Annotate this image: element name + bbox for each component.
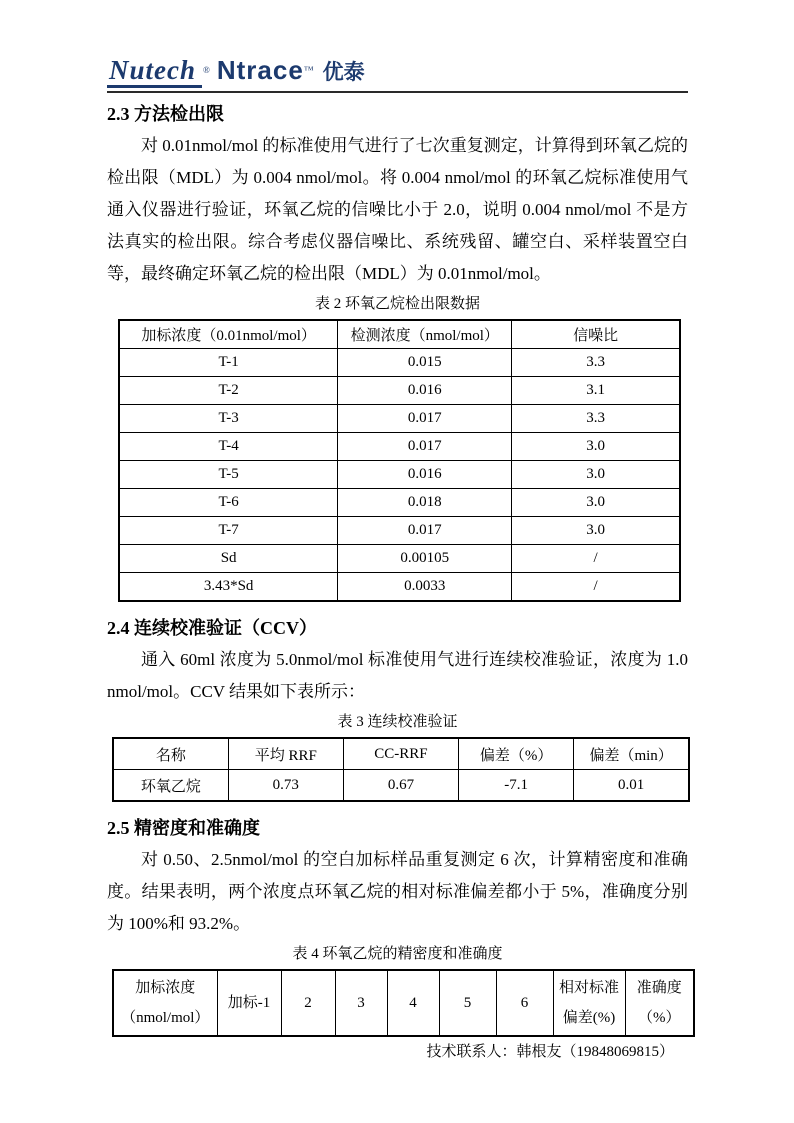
table-header-cell: 准确度 （%） (625, 970, 694, 1036)
table-row (119, 489, 680, 517)
table-cell: T-2 (119, 377, 338, 405)
table-cell: / (512, 545, 680, 573)
section-2-3-heading: 2.3 方法检出限 (107, 104, 224, 124)
table-cell: 0.015 (338, 349, 512, 377)
table-header-cell: 偏差（min） (574, 738, 689, 770)
table-row (119, 545, 680, 573)
nutech-wordmark: Nutech (107, 55, 202, 88)
table-cell: 0.017 (338, 433, 512, 461)
registered-trademark-symbol: ® (203, 65, 210, 75)
table-row (119, 517, 680, 545)
table-cell: 环氧乙烷 (113, 770, 228, 802)
table-header-cell: 加标浓度 （nmol/mol） (113, 970, 217, 1036)
table-cell: T-6 (119, 489, 338, 517)
table-cell: T-3 (119, 405, 338, 433)
table-row (119, 349, 680, 377)
trademark-symbol: ™ (303, 65, 314, 76)
table-cell: 3.43*Sd (119, 573, 338, 602)
table-cell: 0.00105 (338, 545, 512, 573)
table-cell: 0.016 (338, 461, 512, 489)
table-cell: T-5 (119, 461, 338, 489)
table-header-cell: 5 (439, 970, 496, 1036)
footer-contact: 技术联系人：韩根友（19848069815） (426, 1044, 674, 1060)
table-cell: 3.3 (512, 349, 680, 377)
section-2-5-paragraph: 对 0.50、2.5nmol/mol 的空白加标样品重复测定 6 次，计算精密度和准确度。结果表明，两个浓度点环氧乙烷的相对标准偏差都小于 5%，准确度分别为 100%和 93.2%。 (107, 850, 688, 933)
table-cell: 0.017 (338, 405, 512, 433)
table-cell: 3.1 (512, 377, 680, 405)
table-header-row (113, 970, 694, 1036)
table-header-cell: 6 (496, 970, 553, 1036)
table-cell: -7.1 (459, 770, 574, 802)
header-divider (107, 91, 688, 93)
table-cell: 3.0 (512, 489, 680, 517)
table-header-cell: 信噪比 (512, 320, 680, 349)
table-header-cell: 检测浓度（nmol/mol） (338, 320, 512, 349)
table-row (119, 433, 680, 461)
table-row (119, 573, 680, 602)
table-row (113, 770, 689, 802)
table-header-cell: 相对标准 偏差(%) (553, 970, 625, 1036)
logo (107, 52, 688, 90)
table-cell: 3.0 (512, 433, 680, 461)
ntrace-wordmark: Ntrace (216, 55, 304, 86)
table-row (119, 377, 680, 405)
table-cell: T-1 (119, 349, 338, 377)
table-cell: 0.017 (338, 517, 512, 545)
table-2-caption: 表 2 环氧乙烷检出限数据 (314, 296, 480, 312)
table-cell: 0.0033 (338, 573, 512, 602)
table-header-cell: 2 (281, 970, 335, 1036)
table-header-cell: 偏差（%） (459, 738, 574, 770)
section-2-5-heading: 2.5 精密度和准确度 (107, 818, 260, 838)
section-2-3-paragraph: 对 0.01nmol/mol 的标准使用气进行了七次重复测定，计算得到环氧乙烷的检出限（MDL）为 0.004 nmol/mol。将 0.004 nmol/mol 的环氧乙烷标准使用气通入仪器进行验证，环氧乙烷的信噪比小于 2.0，说明 0.004 nmol/mol 不是方法真实的检出限。综合考虑仪器信噪比、系统残留、罐空白、采样装置空白等，最终确定环氧乙烷的检出限（MDL）为 0.01nmol/mol。 (107, 136, 688, 283)
table-header-cell: 加标-1 (217, 970, 281, 1036)
table-header-cell: 平均 RRF (228, 738, 343, 770)
section-2-4-paragraph: 通入 60ml 浓度为 5.0nmol/mol 标准使用气进行连续校准验证，浓度为 1.0 nmol/mol。CCV 结果如下表所示： (107, 650, 688, 701)
table-cell: 0.018 (338, 489, 512, 517)
table-header-row (113, 738, 689, 770)
table-4-precision-accuracy (112, 969, 695, 1037)
table-header-cell: 4 (387, 970, 439, 1036)
table-cell: T-7 (119, 517, 338, 545)
table-3-caption: 表 3 连续校准验证 (337, 714, 458, 730)
table-3-ccv (112, 737, 690, 802)
table-cell: 3.0 (512, 461, 680, 489)
table-cell: 3.3 (512, 405, 680, 433)
table-row (119, 405, 680, 433)
table-cell: T-4 (119, 433, 338, 461)
table-header-cell: 名称 (113, 738, 228, 770)
table-cell: 0.016 (338, 377, 512, 405)
table-header-cell: CC-RRF (343, 738, 458, 770)
table-header-cell: 加标浓度（0.01nmol/mol） (119, 320, 338, 349)
table-row (119, 461, 680, 489)
table-cell: 0.73 (228, 770, 343, 802)
youtai-wordmark: 优泰 (322, 60, 365, 85)
section-2-4-heading: 2.4 连续校准验证（CCV） (107, 618, 317, 638)
table-header-cell: 3 (335, 970, 387, 1036)
letterhead (107, 52, 688, 93)
table-cell: 3.0 (512, 517, 680, 545)
table-cell: / (512, 573, 680, 602)
table-2-detection-limit-data (118, 319, 681, 602)
table-header-row (119, 320, 680, 349)
table-4-caption: 表 4 环氧乙烷的精密度和准确度 (292, 946, 503, 962)
table-cell: 0.01 (574, 770, 689, 802)
table-cell: 0.67 (343, 770, 458, 802)
table-cell: Sd (119, 545, 338, 573)
